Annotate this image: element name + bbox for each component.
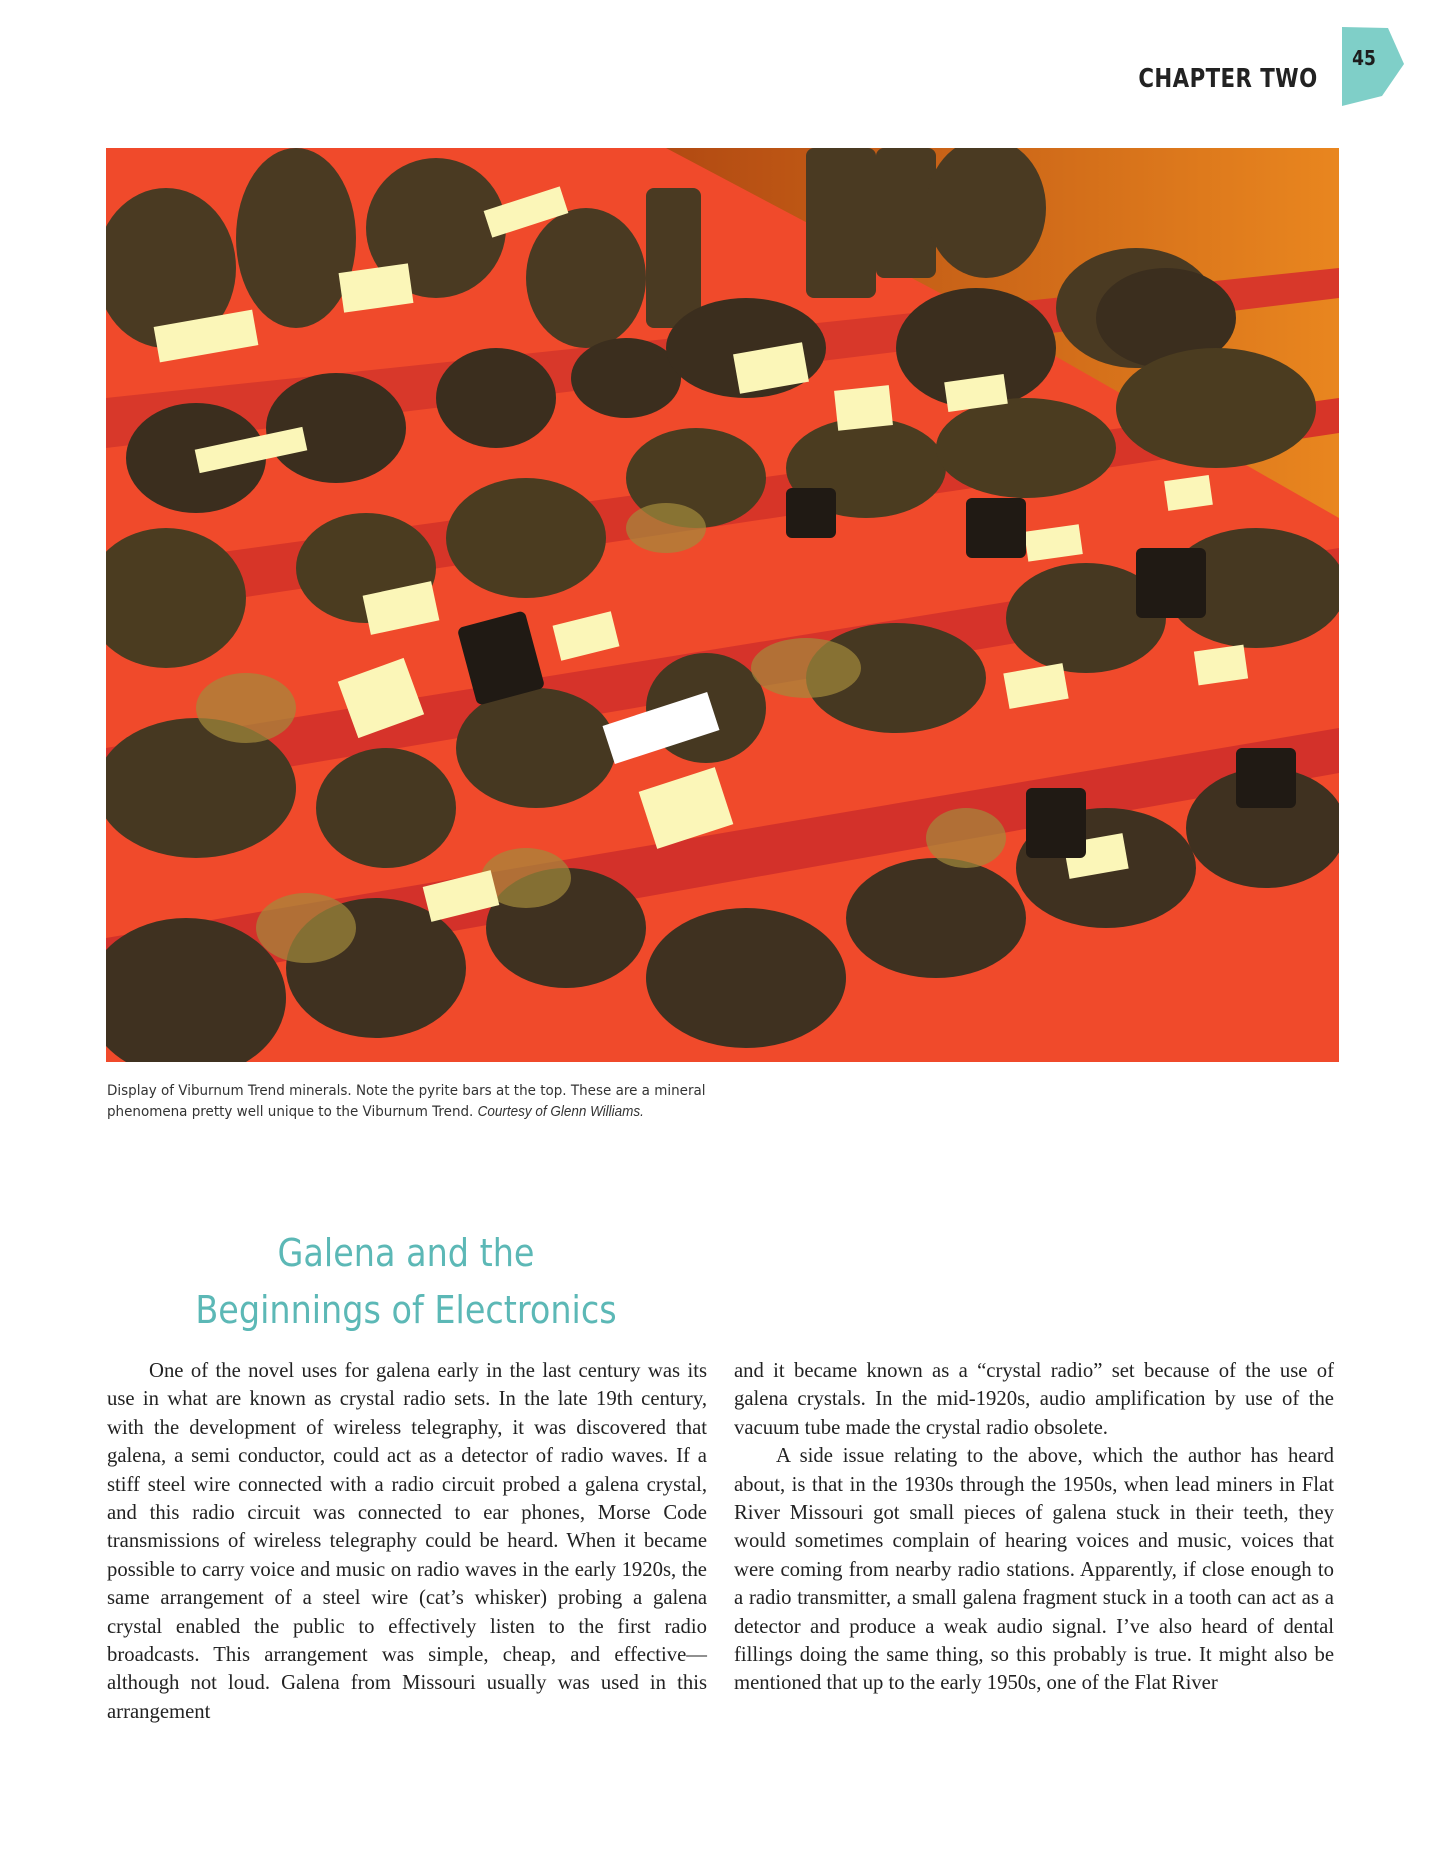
mineral-display-illustration	[106, 148, 1339, 1062]
chapter-title: CHAPTER TWO	[1138, 64, 1318, 94]
body-left-column	[107, 1357, 707, 1726]
body-right-column	[734, 1357, 1334, 1698]
body-paragraph: One of the novel uses for galena early in the last century was its use in what are known as crystal radio sets. In the late 19th century, with the development of wireless telegraphy, it was discovered that galena, a semi conductor, could act as a detector of radio waves. If a stiff steel wire connected with a radio circuit probed a galena crystal, and this radio circuit was connected to ear phones, Morse Code transmissions of wireless telegraphy could be heard. When it became possible to carry voice and music on radio waves in the early 1920s, the same arrangement of a steel wire (cat’s whisker) probing a galena crystal enabled the public to effectively listen to the first radio broadcasts. This arrangement was simple, cheap, and effective—although not loud. Galena from Missouri usually was used in this arrangement	[107, 1360, 707, 1723]
page-number-badge	[1336, 24, 1406, 106]
body-paragraph: and it became known as a “crystal radio” set because of the use of galena crystals. In the mid-1920s, audio amplification by use of the vacuum tube made the crystal radio obsolete.	[734, 1360, 1334, 1439]
page-number: 45	[1352, 46, 1376, 70]
section-heading-line-2: Beginnings of Electronics	[195, 1288, 617, 1332]
caption-text: Display of Viburnum Trend minerals. Note the pyrite bars at the top. These are a mineral phenomena pretty well unique to the Viburnum Trend.	[107, 1083, 706, 1120]
figure-caption	[107, 1081, 758, 1123]
body-paragraph: A side issue relating to the above, which the author has heard about, is that in the 1930s through the 1950s, when lead miners in Flat River Missouri got small pieces of galena stuck in their teeth, they would sometimes complain of hearing voices and music, voices that were coming from nearby radio stations. Apparently, if close enough to a radio transmitter, a small galena fragment stuck in a tooth can act as a detector and produce a weak audio signal. I’ve also heard of dental fillings doing the same thing, so this probably is true. It might also be mentioned that up to the early 1950s, one of the Flat River	[734, 1445, 1334, 1695]
section-heading-line-1: Galena and the	[277, 1231, 535, 1275]
mineral-display-photo	[106, 148, 1339, 1062]
section-heading	[142, 1225, 670, 1339]
caption-credit: Courtesy of Glenn Williams.	[477, 1104, 644, 1120]
